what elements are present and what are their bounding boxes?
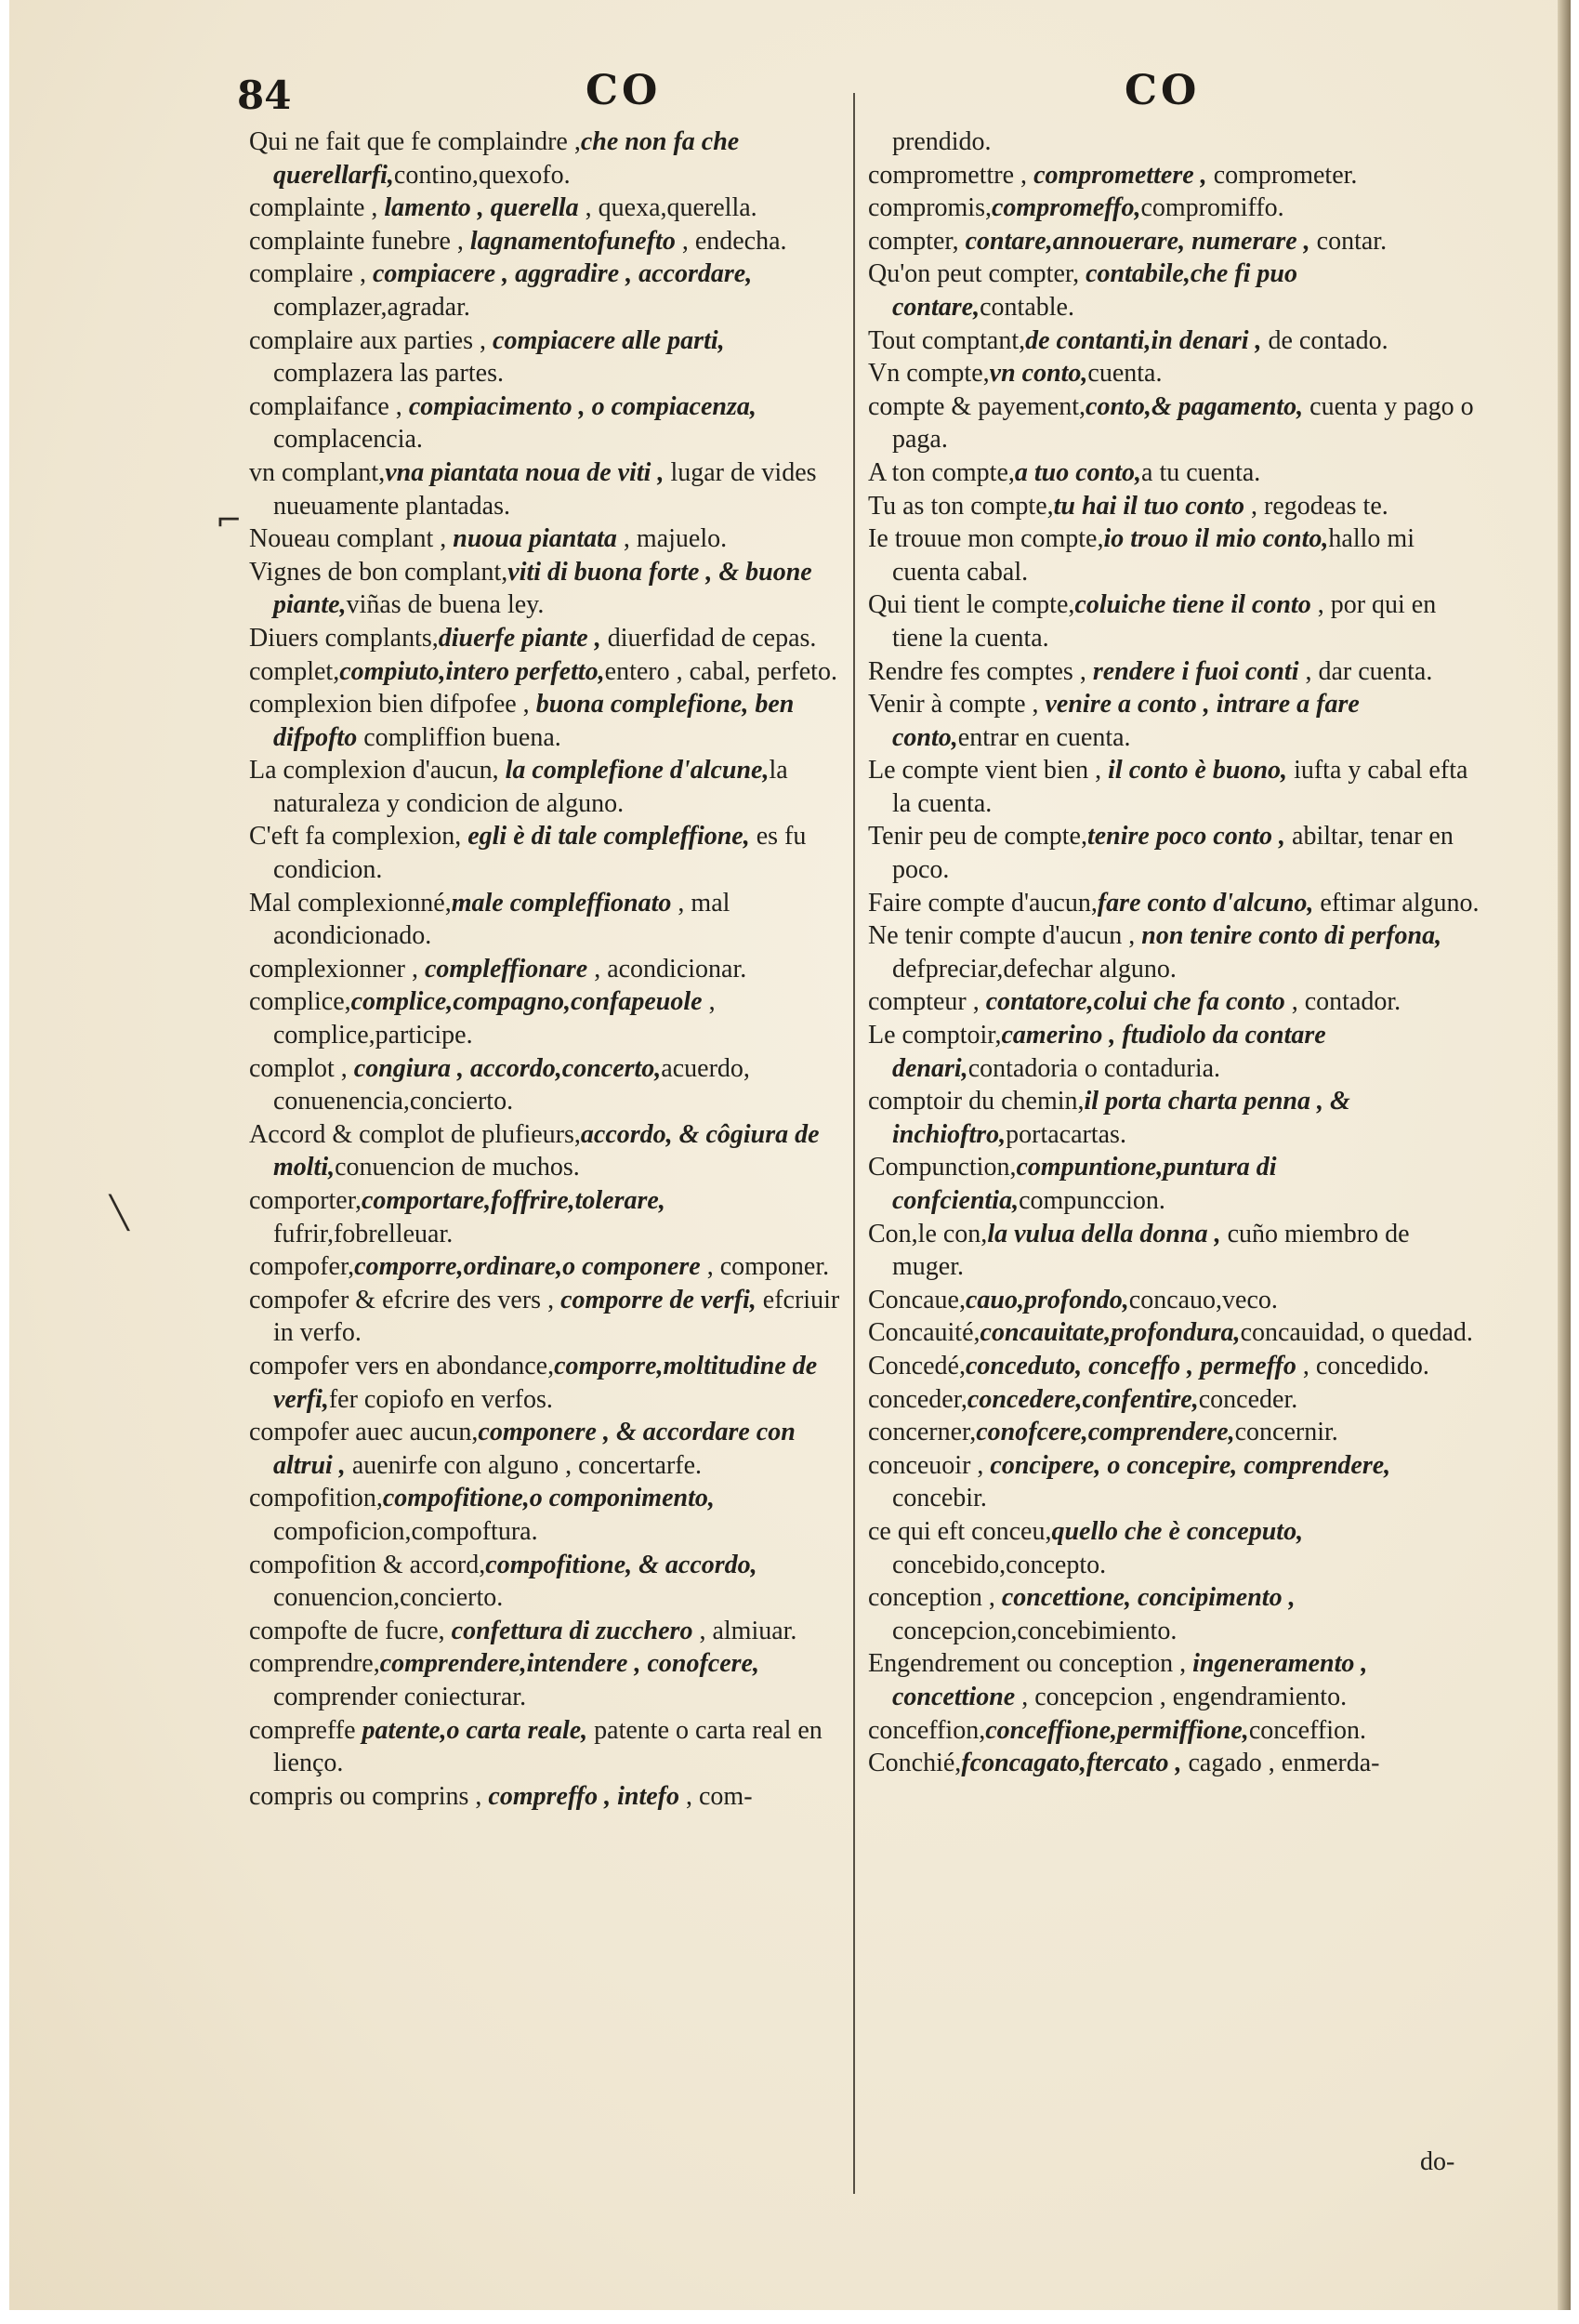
dictionary-entry (249, 556, 844, 622)
headword: Tu as ton compte, (868, 491, 1054, 521)
dictionary-entry (868, 1416, 1481, 1449)
spanish-gloss: entrar en cuenta. (957, 722, 1131, 752)
italian-gloss: contabile,che fi puo contare, (892, 259, 1297, 322)
italian-gloss: fconcagato,ftercato , (961, 1749, 1182, 1778)
dictionary-entry (249, 1416, 844, 1482)
dictionary-entry (868, 754, 1481, 820)
dictionary-entry (249, 456, 844, 522)
dictionary-entry (249, 1482, 844, 1548)
dictionary-entry (249, 125, 844, 191)
spanish-gloss: complacencia. (273, 425, 423, 455)
spanish-gloss: fufrir,fobrelleuar. (273, 1219, 454, 1248)
italian-gloss: patente,o carta reale, (362, 1715, 588, 1745)
spanish-gloss: defpreciar,defechar alguno. (892, 954, 1177, 984)
headword: Con,le con, (868, 1219, 988, 1248)
italian-gloss: componere , & accordare con altrui , (273, 1418, 796, 1480)
dictionary-entry (868, 324, 1481, 358)
headword: Rendre fes comptes , (868, 656, 1093, 686)
italian-gloss: compleffionare (424, 954, 588, 984)
headword: ce qui eft conceu, (868, 1516, 1052, 1546)
italian-gloss: io trouo il mio conto, (1103, 524, 1329, 554)
spanish-gloss: efcriuir in verfo. (273, 1285, 840, 1348)
italian-gloss: tenire poco conto , (1086, 822, 1286, 852)
italian-gloss: non tenire conto di perfona, (1141, 921, 1442, 951)
spanish-gloss: concernir. (1234, 1418, 1338, 1447)
dictionary-entry (249, 522, 844, 556)
margin-mark: ⌐ (216, 502, 243, 539)
italian-gloss: conto,& pagamento, (1086, 391, 1304, 421)
headword: conceuoir , (868, 1450, 991, 1480)
italian-gloss: confettura di zucchero (451, 1616, 693, 1645)
headword: complaire , (249, 259, 373, 289)
headword: compromis, (868, 193, 992, 223)
italian-gloss: comporre de verfi, (560, 1285, 757, 1314)
headword: Diuers complants, (249, 623, 439, 653)
spanish-gloss: concebido,concepto. (892, 1550, 1107, 1579)
spanish-gloss: conceffion. (1248, 1715, 1367, 1745)
spanish-gloss: compromiffo. (1140, 193, 1284, 223)
headword: Qui ne fait que fe complaindre , (249, 127, 581, 156)
italian-gloss: contatore,colui che fa conto (985, 987, 1285, 1017)
dictionary-entry (868, 688, 1481, 754)
spanish-gloss: auenirfe con alguno , concertarfe. (345, 1450, 703, 1480)
headword: complice, (249, 987, 351, 1017)
headword: Concaue, (868, 1285, 966, 1314)
spanish-gloss: cuenta y pago o paga. (892, 391, 1474, 455)
dictionary-entry (249, 1549, 844, 1615)
italian-gloss: viti di buona forte , & buone piante, (273, 557, 812, 620)
dictionary-entry (868, 159, 1481, 192)
dictionary-entry (868, 1515, 1481, 1581)
italian-gloss: concedere,confentire, (967, 1384, 1199, 1414)
dictionary-entry (249, 1118, 844, 1184)
dictionary-entry (249, 754, 844, 820)
italian-gloss: compreffo , intefo (488, 1781, 679, 1811)
dictionary-entry (249, 1647, 844, 1713)
right-column (868, 125, 1481, 1780)
dictionary-entry (249, 1284, 844, 1350)
italian-gloss: concipere, o concepire, comprendere, (990, 1450, 1391, 1480)
spanish-gloss: viñas de buena ley. (346, 590, 545, 620)
headword: conception , (868, 1583, 1002, 1613)
italian-gloss: cauo,profondo, (965, 1285, 1129, 1314)
spanish-gloss: , componer. (700, 1252, 830, 1282)
headword: compter, (868, 226, 966, 256)
spanish-gloss: cuño miembro de muger. (892, 1219, 1410, 1282)
italian-gloss: conceduto, conceffo , permeffo (965, 1351, 1296, 1380)
headword: complainte funebre , (249, 226, 470, 256)
italian-gloss: coluiche tiene il conto (1074, 590, 1311, 620)
spanish-gloss: , almiuar. (692, 1616, 797, 1645)
headword: compte & payement, (868, 391, 1086, 421)
headword: complexionner , (249, 954, 425, 984)
dictionary-entry (249, 1350, 844, 1416)
spanish-gloss: contadoria o contaduria. (967, 1053, 1221, 1083)
headword: Conchié, (868, 1749, 962, 1778)
italian-gloss: vn conto, (989, 359, 1088, 389)
italian-gloss: concauitate,profondura, (980, 1318, 1241, 1348)
headword: Tout comptant, (868, 325, 1026, 355)
headword: Faire compte d'aucun, (868, 888, 1098, 918)
headword: Compunction, (868, 1153, 1017, 1182)
page-number: 84 (237, 73, 292, 118)
dictionary-entry (249, 1615, 844, 1648)
headword: complaire aux parties , (249, 325, 493, 355)
headword: Concedé, (868, 1351, 966, 1380)
headword: Accord & complot de plufieurs, (249, 1119, 581, 1149)
spanish-gloss: eftimar alguno. (1313, 888, 1480, 918)
italian-gloss: accordo, & côgiura de molti, (273, 1119, 820, 1182)
headword: Concauité, (868, 1318, 980, 1348)
italian-gloss: male compleffionato (451, 888, 672, 918)
spanish-gloss: iufta y cabal efta la cuenta. (892, 756, 1468, 818)
spanish-gloss: fer copiofo en verfos. (328, 1384, 553, 1414)
dictionary-entry (249, 390, 844, 456)
spanish-gloss: contable. (980, 292, 1074, 322)
italian-gloss: compiacimento , o compiacenza, (408, 391, 757, 421)
dictionary-entry (249, 257, 844, 324)
headword: Le compte vient bien , (868, 756, 1109, 786)
italian-gloss: contare,annouerare, numerare , (965, 226, 1310, 256)
dictionary-entry (868, 820, 1481, 886)
headword: conceffion, (868, 1715, 986, 1745)
headword: Qui tient le compte, (868, 590, 1075, 620)
italian-gloss: compofitione,o componimento, (382, 1484, 715, 1513)
italian-gloss: congiura , accordo,concerto, (353, 1053, 662, 1083)
headword: compofer auec aucun, (249, 1418, 479, 1447)
dictionary-entry (868, 390, 1481, 456)
headword: vn complant, (249, 457, 386, 487)
headword: compofer, (249, 1252, 355, 1282)
spanish-gloss: concebir. (892, 1484, 987, 1513)
headword: complexion bien difpofee , (249, 690, 536, 720)
dictionary-entry (249, 324, 844, 390)
spanish-gloss: , dar cuenta. (1298, 656, 1433, 686)
headword: Qu'on peut compter, (868, 259, 1086, 289)
dictionary-entry (868, 490, 1481, 523)
page-edge-shadow (1558, 0, 1571, 2310)
italian-gloss: comprendere,intendere , conofcere, (379, 1649, 759, 1679)
dictionary-entry (868, 1284, 1481, 1317)
spanish-gloss: patente o carta real en lienço. (273, 1715, 822, 1778)
dictionary-entry (868, 1714, 1481, 1748)
italian-gloss: compiacere alle parti, (493, 325, 725, 355)
spanish-gloss: complazera las partes. (273, 359, 504, 389)
headword: prendido. (892, 127, 992, 156)
dictionary-entry (868, 1151, 1481, 1217)
right-running-head: CO (1125, 67, 1201, 114)
headword: compteur , (868, 987, 986, 1017)
catchword: do- (1420, 2147, 1455, 2176)
italian-gloss: tu hai il tuo conto (1053, 491, 1245, 521)
headword: compromettre , (868, 160, 1034, 190)
italian-gloss: buona complefione, ben difpofto (273, 690, 795, 752)
italian-gloss: il porta charta penna , & inchioftro, (892, 1087, 1350, 1149)
spanish-gloss: conceder. (1198, 1384, 1298, 1414)
dictionary-entry (249, 985, 844, 1051)
dictionary-entry (868, 887, 1481, 920)
dictionary-entry (249, 1184, 844, 1250)
italian-gloss: concettione, concipimento , (1001, 1583, 1296, 1613)
headword: compris ou comprins , (249, 1781, 489, 1811)
column-divider (853, 93, 855, 2194)
italian-gloss: conofcere,comprendere, (976, 1418, 1235, 1447)
spanish-gloss: compunccion. (1019, 1186, 1165, 1215)
italian-gloss: lagnamentofunefto (469, 226, 676, 256)
spanish-gloss: , majuelo. (616, 524, 728, 554)
spanish-gloss: , concedido. (1296, 1351, 1429, 1380)
italian-gloss: rendere i fuoi conti (1092, 656, 1299, 686)
dictionary-entry (868, 1581, 1481, 1647)
headword: Engendrement ou conception , (868, 1649, 1193, 1679)
italian-gloss: nuoua piantata (453, 524, 617, 554)
headword: La complexion d'aucun, (249, 756, 506, 786)
spanish-gloss: acuerdo, conuenencia,concierto. (273, 1053, 750, 1116)
left-running-head: CO (586, 67, 662, 114)
spanish-gloss: , complice,participe. (273, 987, 716, 1050)
italian-gloss: comporre,ordinare,o componere (354, 1252, 701, 1282)
spanish-gloss: compoficion,compoftura. (273, 1516, 538, 1546)
italian-gloss: camerino , ftudiolo da contare denari, (892, 1021, 1326, 1083)
spanish-gloss: comprometer. (1206, 160, 1358, 190)
dictionary-entry (868, 1316, 1481, 1350)
dictionary-entry (868, 522, 1481, 588)
italian-gloss: lamento , querella (384, 193, 579, 223)
italian-gloss: comporre,moltitudine de verfi, (273, 1351, 818, 1414)
headword: Noueau complant , (249, 524, 454, 554)
headword: concerner, (868, 1418, 977, 1447)
headword: comporter, (249, 1186, 362, 1215)
dictionary-entry (868, 357, 1481, 390)
italian-gloss: compiuto,intero perfetto, (339, 656, 605, 686)
spanish-gloss: lugar de vides nueuamente plantadas. (273, 457, 817, 521)
italian-gloss: compromeffo, (992, 193, 1141, 223)
italian-gloss: egli è di tale compleffione, (467, 822, 750, 852)
spanish-gloss: , quexa,querella. (578, 193, 757, 223)
italian-gloss: venire a conto , intrare a fare conto, (892, 690, 1360, 752)
dictionary-entry (868, 1747, 1481, 1780)
headword: Vn compte, (868, 359, 990, 389)
italian-gloss: ingeneramento , concettione (892, 1649, 1368, 1711)
headword: complet, (249, 656, 340, 686)
dictionary-entry (249, 622, 844, 655)
spanish-gloss: la naturaleza y condicion de alguno. (273, 756, 788, 818)
headword: conceder, (868, 1384, 967, 1414)
italian-gloss: vna piantata noua de viti , (385, 457, 664, 487)
dictionary-entry (249, 655, 844, 689)
italian-gloss: la complefione d'alcune, (505, 756, 770, 786)
spanish-gloss: , mal acondicionado. (273, 888, 730, 951)
headword: Ne tenir compte d'aucun , (868, 921, 1142, 951)
spanish-gloss: , por qui en tiene la cuenta. (892, 590, 1437, 653)
headword: C'eft fa complexion, (249, 822, 468, 852)
spanish-gloss: abiltar, tenar en poco. (892, 822, 1454, 885)
headword: compofer vers en abondance, (249, 1351, 555, 1380)
left-column (249, 125, 844, 1813)
dictionary-entry (868, 1218, 1481, 1284)
italian-gloss: il conto è buono, (1108, 756, 1288, 786)
dictionary-entry (868, 125, 1481, 159)
headword: comprendre, (249, 1649, 380, 1679)
dictionary-entry (868, 1019, 1481, 1085)
dictionary-entry (249, 887, 844, 953)
spanish-gloss: portacartas. (1006, 1119, 1126, 1149)
dictionary-entry (868, 225, 1481, 258)
italian-gloss: a tuo conto, (1014, 457, 1142, 487)
dictionary-entry (249, 1780, 844, 1814)
headword: compofition, (249, 1484, 383, 1513)
headword: complot , (249, 1053, 354, 1083)
dictionary-entry (868, 919, 1481, 985)
spanish-gloss: , regodeas te. (1244, 491, 1388, 521)
headword: Venir à compte , (868, 690, 1046, 720)
spanish-gloss: diuerfidad de cepas. (600, 623, 817, 653)
headword: A ton compte, (868, 457, 1015, 487)
italian-gloss: la vulua della donna , (987, 1219, 1221, 1248)
spanish-gloss: de contado. (1261, 325, 1388, 355)
headword: compreffe (249, 1715, 362, 1745)
spanish-gloss: , concepcion , engendramiento. (1015, 1682, 1348, 1711)
margin-mark: ╲ (110, 1195, 129, 1232)
dictionary-entry (249, 820, 844, 886)
italian-gloss: complice,compagno,confapeuole (350, 987, 703, 1017)
italian-gloss: conceffione,permiffione, (985, 1715, 1249, 1745)
italian-gloss: fare conto d'alcuno, (1097, 888, 1314, 918)
spanish-gloss: a tu cuenta. (1141, 457, 1261, 487)
headword: Ie trouue mon compte, (868, 524, 1104, 554)
italian-gloss: de contanti,in denari , (1025, 325, 1262, 355)
spanish-gloss: concauidad, o quedad. (1240, 1318, 1473, 1348)
spanish-gloss: es fu condicion. (273, 822, 807, 885)
spanish-gloss: concauo,veco. (1128, 1285, 1278, 1314)
spanish-gloss: conuencion,concierto. (273, 1583, 504, 1613)
spanish-gloss: , com- (678, 1781, 753, 1811)
dictionary-entry (868, 1383, 1481, 1417)
spanish-gloss: cagado , enmerda- (1181, 1749, 1380, 1778)
italian-gloss: compofitione, & accordo, (485, 1550, 757, 1579)
spanish-gloss: conuencion de muchos. (335, 1153, 580, 1182)
spanish-gloss: , acondicionar. (587, 954, 747, 984)
headword: Le comptoir, (868, 1021, 1002, 1050)
dictionary-entry (868, 1350, 1481, 1383)
spanish-gloss: complazer,agradar. (273, 292, 470, 322)
dictionary-entry (249, 688, 844, 754)
italian-gloss: comportare,foffrire,tolerare, (361, 1186, 665, 1215)
headword: compofition & accord, (249, 1550, 486, 1579)
dictionary-entry (868, 985, 1481, 1019)
italian-gloss: che non fa che querellarfi, (273, 127, 740, 190)
italian-gloss: diuerfe piante , (438, 623, 601, 653)
spanish-gloss: concepcion,concebimiento. (892, 1616, 1178, 1645)
dictionary-entry (868, 588, 1481, 654)
spanish-gloss: , endecha. (675, 226, 787, 256)
headword: Vignes de bon complant, (249, 557, 508, 587)
italian-gloss: compromettere , (1033, 160, 1207, 190)
headword: compofer & efcrire des vers , (249, 1285, 561, 1314)
spanish-gloss: , contador. (1284, 987, 1401, 1017)
dictionary-entry (249, 953, 844, 986)
dictionary-entry (249, 1714, 844, 1780)
spanish-gloss: entero , cabal, perfeto. (604, 656, 837, 686)
dictionary-entry (868, 191, 1481, 225)
dictionary-entry (868, 1085, 1481, 1151)
headword: compofte de fucre, (249, 1616, 452, 1645)
dictionary-entry (868, 1449, 1481, 1515)
headword: complainte , (249, 193, 385, 223)
dictionary-entry (249, 191, 844, 225)
italian-gloss: compuntione,puntura di confcientia, (892, 1153, 1277, 1215)
headword: Tenir peu de compte, (868, 822, 1087, 852)
spanish-gloss: comprender coniecturar. (273, 1682, 527, 1711)
headword: comptoir du chemin, (868, 1087, 1085, 1116)
dictionary-entry (868, 257, 1481, 324)
spanish-gloss: contino,quexofo. (393, 160, 571, 190)
dictionary-entry (249, 1052, 844, 1118)
dictionary-entry (868, 655, 1481, 689)
headword: complaifance , (249, 391, 409, 421)
spanish-gloss: hallo mi cuenta cabal. (892, 524, 1415, 587)
dictionary-entry (249, 1250, 844, 1284)
dictionary-entry (868, 1647, 1481, 1713)
spanish-gloss: compliffion buena. (357, 722, 561, 752)
dictionary-entry (249, 225, 844, 258)
spanish-gloss: cuenta. (1087, 359, 1163, 389)
italian-gloss: quello che è conceputo, (1051, 1516, 1304, 1546)
dictionary-entry (868, 456, 1481, 490)
italian-gloss: compiacere , aggradire , accordare, (372, 259, 753, 289)
headword: Mal complexionné, (249, 888, 452, 918)
spanish-gloss: contar. (1309, 226, 1388, 256)
